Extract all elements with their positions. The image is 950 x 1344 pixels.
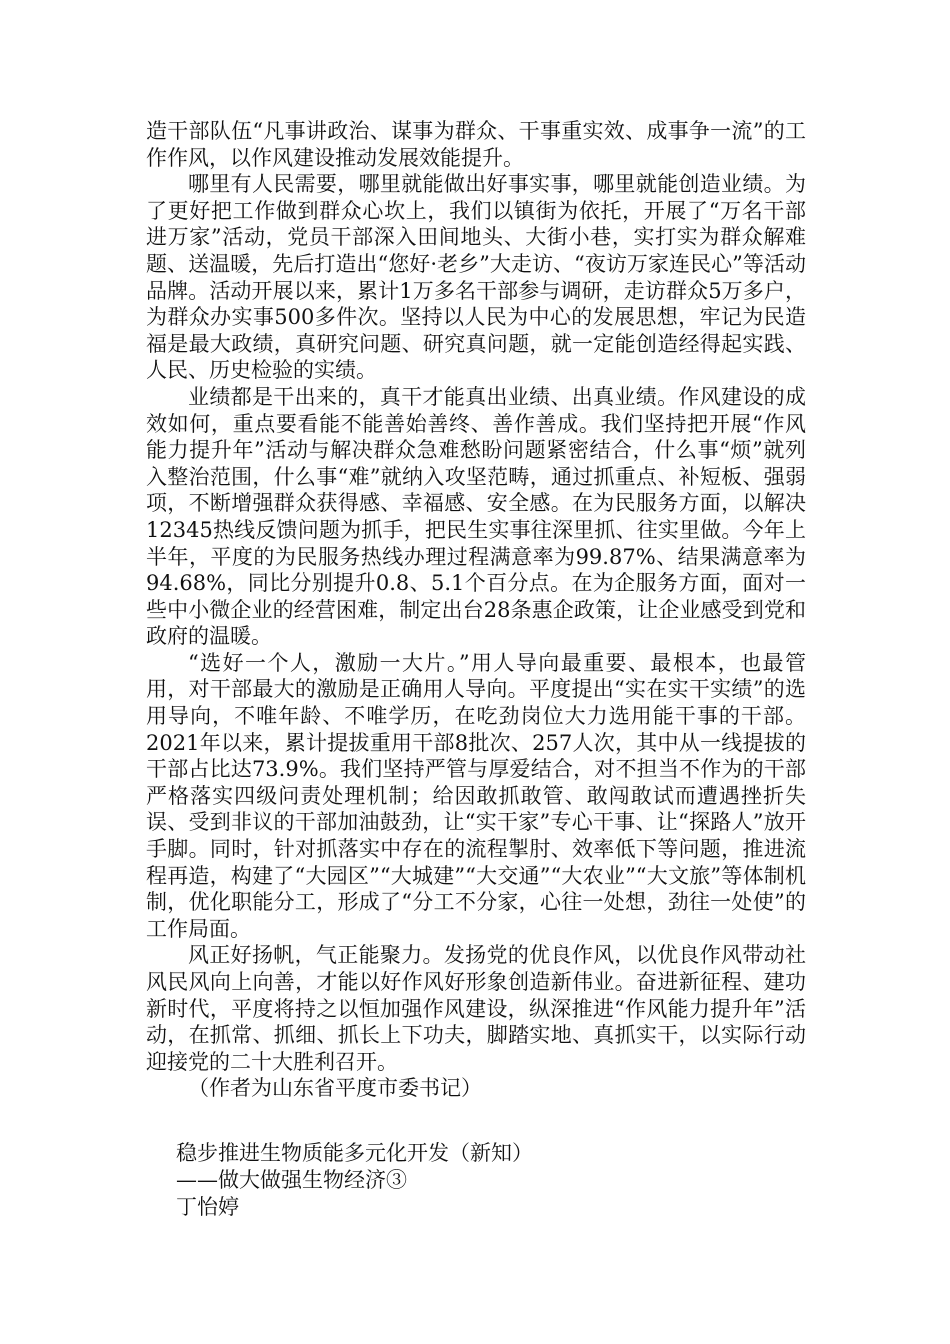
paragraph-conclusion: 风正好扬帆，气正能聚力。发扬党的优良作风，以优良作风带动社风民风向上向善，才能以好作风好形象创造新伟业。奋进新征程、建功新时代，平度将持之以恒加强作风建设，纵深推进“作风能力提升年”活动，在抓常、抓细、抓长上下功夫，脚踏实地、真抓实干，以实际行动迎接党的二十大胜利召开。	[146, 943, 806, 1074]
next-article-title: 稳步推进生物质能多元化开发（新知）	[176, 1141, 533, 1165]
author-credit: （作者为山东省平度市委书记）	[188, 1076, 482, 1101]
next-article-header	[176, 1140, 816, 1221]
article-body	[146, 118, 806, 1102]
next-article-subtitle: ——做大做强生物经济③	[176, 1168, 407, 1192]
paragraph-serve-people: 哪里有人民需要，哪里就能做出好事实事，哪里就能创造业绩。为了更好把工作做到群众心坎上，我们以镇街为依托，开展了“万名干部进万家”活动，党员干部深入田间地头、大街小巷，实打实为群众解难题、送温暖，先后打造出“您好·老乡”大走访、“夜访万家连民心”等活动品牌。活动开展以来，累计1万多名干部参与调研，走访群众5万多户，为群众办实事500多件次。坚持以人民为中心的发展思想，牢记为民造福是最大政绩，真研究问题、研究真问题，就一定能创造经得起实践、人民、历史检验的实绩。	[146, 172, 806, 383]
paragraph-performance: 业绩都是干出来的，真干才能真出业绩、出真业绩。作风建设的成效如何，重点要看能不能善始善终、善作善成。我们坚持把开展“作风能力提升年”活动与解决群众急难愁盼问题紧密结合，什么事“烦”就列入整治范围，什么事“难”就纳入攻坚范畴，通过抓重点、补短板、强弱项，不断增强群众获得感、幸福感、安全感。在为民服务方面，以解决12345热线反馈问题为抓手，把民生实事往深里抓、往实里做。今年上半年，平度的为民服务热线办理过程满意率为99.87%、结果满意率为94.68%，同比分别提升0.8、5.1个百分点。在为企服务方面，面对一些中小微企业的经营困难，制定出台28条惠企政策，让企业感受到党和政府的温暖。	[146, 384, 806, 649]
paragraph-cadre-selection: “选好一个人，激励一大片。”用人导向最重要、最根本，也最管用，对干部最大的激励是正确用人导向。平度提出“实在实干实绩”的选用导向，不唯年龄、不唯学历，在吃劲岗位大力选用能干事的干部。2021年以来，累计提拔重用干部8批次、257人次，其中从一线提拔的干部占比达73.9%。我们坚持严管与厚爱结合，对不担当不作为的干部严格落实四级问责处理机制；给因敢抓敢管、敢闯敢试而遭遇挫折失误、受到非议的干部加油鼓劲，让“实干家”专心干事、让“探路人”放开手脚。同时，针对抓落实中存在的流程掣肘、效率低下等问题，推进流程再造，构建了“大园区”“大城建”“大交通”“大农业”“大文旅”等体制机制，优化职能分工，形成了“分工不分家，心往一处想，劲往一处使”的工作局面。	[146, 650, 806, 941]
paragraph-continued: 造干部队伍“凡事讲政治、谋事为群众、干事重实效、成事争一流”的工作作风，以作风建设推动发展效能提升。	[146, 119, 806, 170]
next-article-author: 丁怡婷	[176, 1195, 239, 1219]
